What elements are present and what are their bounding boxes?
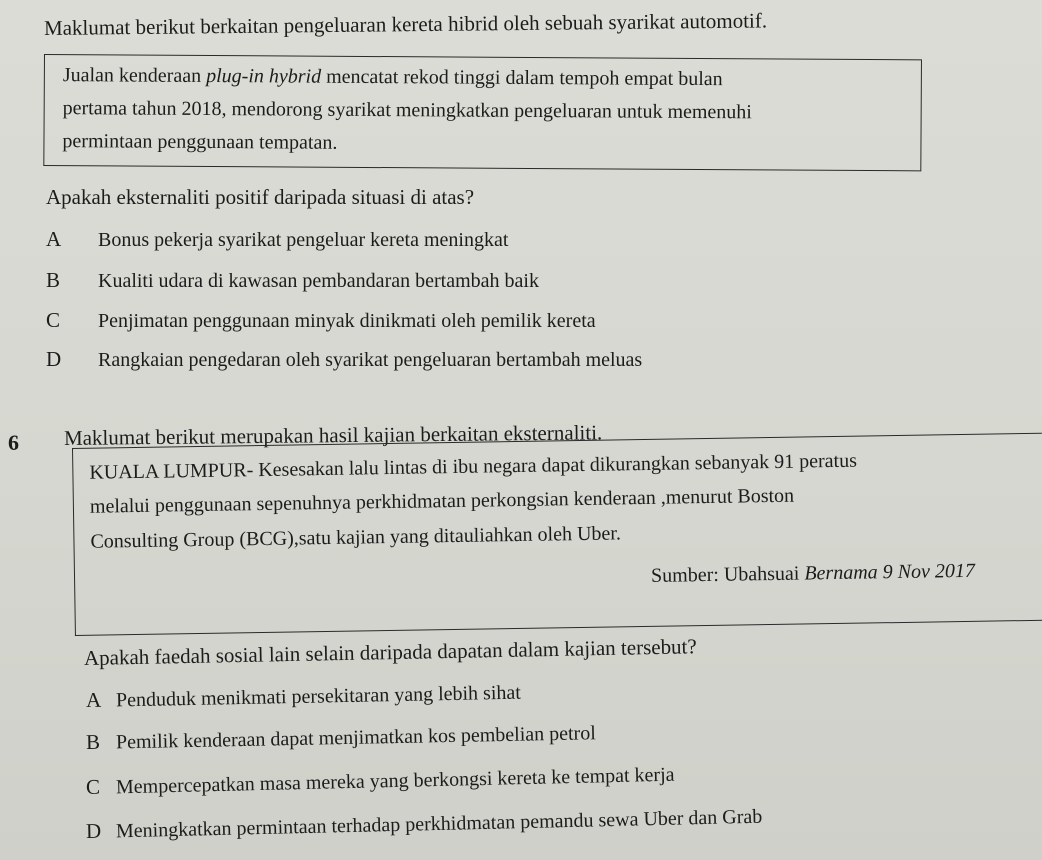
q5-option-d-text: Rangkaian pengedaran oleh syarikat pengeluaran bertambah meluas [98, 349, 643, 371]
q6-source-prefix: Sumber: Ubahsuai [650, 562, 805, 587]
q6-info-box [72, 433, 1042, 636]
q6-option-b[interactable] [86, 722, 596, 753]
q5-option-b[interactable] [46, 270, 539, 291]
q6-option-b-letter: B [85, 729, 101, 754]
q5-option-c-letter: C [46, 308, 61, 332]
q5-box-line1-emphasis: plug-in hybrid [206, 64, 322, 88]
q5-box-line1 [63, 65, 723, 89]
q5-question: Apakah eksternaliti positif daripada situasi di atas? [46, 185, 475, 209]
q5-option-a[interactable] [46, 229, 508, 250]
q6-option-a[interactable] [86, 682, 521, 711]
q6-option-c[interactable] [86, 764, 675, 798]
q5-box-line3: permintaan penggunaan tempatan. [62, 130, 338, 154]
q6-option-a-text: Penduduk menikmati persekitaran yang lebih sihat [115, 681, 522, 712]
q5-option-d-letter: D [46, 347, 62, 371]
q6-box-line3: Consulting Group (BCG),satu kajian yang ditauliahkan oleh Uber. [90, 522, 622, 553]
q6-option-d[interactable] [86, 806, 763, 842]
q6-source-publication: Bernama 9 Nov 2017 [804, 559, 976, 585]
q5-option-d[interactable] [46, 349, 642, 370]
q6-option-d-text: Meningkatkan permintaan terhadap perkhidmatan pemandu sewa Uber dan Grab [115, 805, 763, 843]
q5-info-box [43, 54, 922, 171]
q6-option-c-text: Mempercepatkan masa mereka yang berkongsi kereta ke tempat kerja [115, 763, 675, 799]
q5-option-c[interactable] [46, 310, 596, 331]
q6-intro: Maklumat berikut merupakan hasil kajian berkaitan eksternaliti. [63, 420, 603, 450]
q6-option-a-letter: A [85, 687, 102, 712]
q5-box-line1-pre: Jualan kenderaan [62, 64, 207, 87]
q5-option-b-text: Kualiti udara di kawasan pembandaran bertambah baik [98, 270, 539, 292]
q5-option-a-letter: A [46, 227, 62, 251]
q6-option-d-letter: D [85, 818, 102, 843]
q6-option-c-letter: C [85, 774, 101, 799]
q5-option-a-text: Bonus pekerja syarikat pengeluar kereta meningkat [98, 229, 509, 251]
q5-option-b-letter: B [46, 268, 61, 292]
q5-option-c-text: Penjimatan penggunaan minyak dinikmati oleh pemilik kereta [98, 310, 596, 332]
q6-option-b-text: Pemilik kenderaan dapat menjimatkan kos pembelian petrol [115, 722, 596, 754]
q5-box-line1-post: mencatat rekod tinggi dalam tempoh empat bulan [321, 65, 723, 91]
q6-number: 6 [8, 430, 19, 455]
q6-box-source [651, 561, 975, 586]
q6-box-line2: melalui penggunaan sepenuhnya perkhidmatan perkongsian kenderaan ,menurut Boston [89, 484, 795, 518]
q5-intro: Maklumat berikut berkaitan pengeluaran kereta hibrid oleh sebuah syarikat automotif. [43, 8, 768, 40]
q6-box-line1: KUALA LUMPUR- Kesesakan lalu lintas di ibu negara dapat dikurangkan sebanyak 91 peratus [89, 449, 858, 484]
q5-box-line2: pertama tahun 2018, mendorong syarikat meningkatkan pengeluaran untuk memenuhi [62, 97, 752, 124]
q6-question: Apakah faedah sosial lain selain daripada dapatan dalam kajian tersebut? [83, 634, 697, 670]
